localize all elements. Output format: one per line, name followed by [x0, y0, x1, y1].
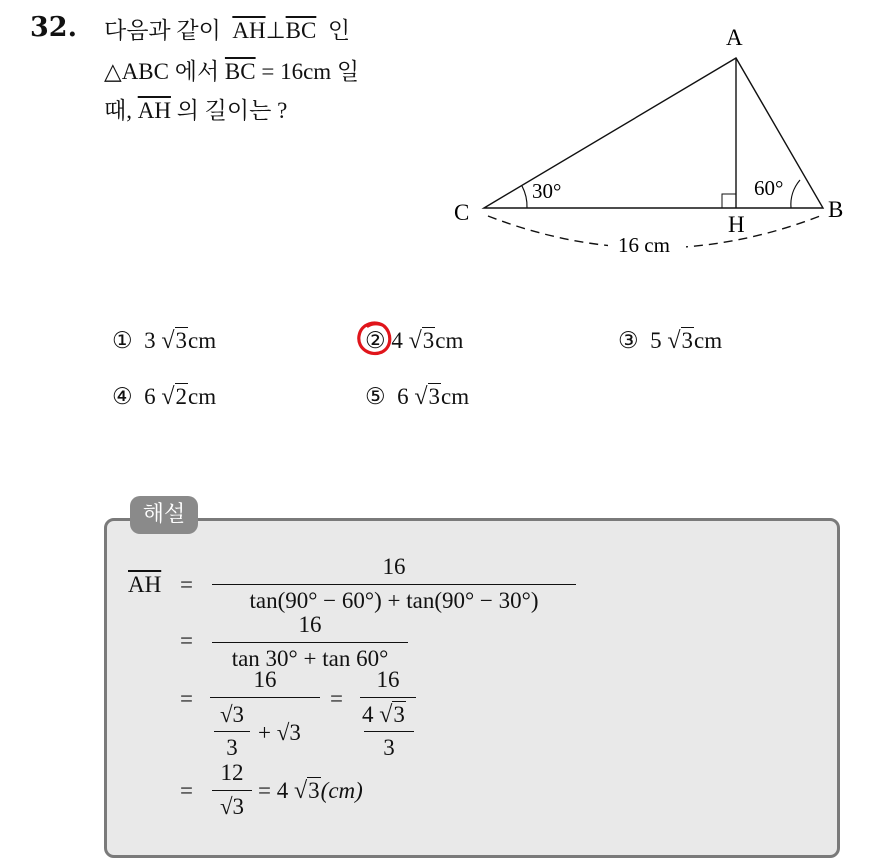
choice-3[interactable]	[618, 328, 722, 355]
choice-radicand: 3	[175, 328, 188, 353]
segment-bc: $\overline{BC}$	[285, 18, 317, 43]
fraction-bar	[364, 731, 414, 732]
choice-marker: ②	[365, 328, 386, 353]
sqrt-symbol: √2	[161, 384, 188, 410]
triangle-figure	[440, 20, 860, 265]
step2-numerator: 16	[298, 612, 322, 637]
step3b-inner-denominator: 3	[383, 735, 395, 760]
choice-unit: cm	[694, 328, 723, 353]
choice-marker: ①	[112, 328, 133, 353]
choice-unit: cm	[188, 328, 217, 353]
choice-coef: 6	[397, 384, 409, 409]
segment-bc: $\overline{BC}$	[224, 59, 256, 84]
question-text: 인	[327, 18, 351, 43]
choice-2[interactable]	[365, 328, 463, 355]
choice-radicand: 3	[681, 328, 694, 353]
step3-plus-term: + √3	[258, 720, 301, 745]
step3b-inner-numerator	[362, 702, 418, 729]
choice-coef: 5	[650, 328, 662, 353]
question-line-2	[104, 53, 359, 86]
sqrt-symbol: √3	[667, 328, 694, 354]
choice-unit: cm	[441, 384, 470, 409]
radicand: 3	[308, 778, 320, 803]
choice-marker: ④	[112, 384, 133, 409]
choice-coef: 4	[391, 328, 403, 353]
question-text: = 16cm 일	[261, 59, 360, 84]
question-text: 에서	[174, 59, 220, 84]
sqrt-symbol: √3	[161, 328, 188, 354]
angle-b-label: 60°	[754, 176, 784, 200]
step1-denominator: tan(90° − 60°) + tan(90° − 30°)	[249, 588, 539, 613]
step1-numerator: 16	[382, 554, 406, 579]
equals-sign: =	[180, 778, 193, 803]
question-number: 32.	[30, 12, 77, 43]
angle-c-label: 30°	[532, 179, 562, 203]
fraction-bar	[212, 584, 576, 585]
solution-lhs	[128, 572, 161, 598]
step4-numerator: 12	[220, 760, 244, 785]
step2-denominator: tan 30° + tan 60°	[231, 646, 389, 671]
equals-sign: =	[180, 686, 193, 711]
step4-result	[258, 778, 363, 805]
choice-marker: ③	[618, 328, 639, 353]
angle-b-arc	[791, 180, 800, 208]
question-text: 때,	[104, 98, 132, 123]
result-unit: (cm)	[320, 778, 363, 803]
step3-numerator: 16	[253, 667, 277, 692]
fraction-bar	[210, 697, 320, 698]
perpendicular-symbol: ⊥	[265, 18, 286, 43]
step3b-numerator: 16	[376, 667, 400, 692]
choice-unit: cm	[435, 328, 464, 353]
choice-coef: 6	[144, 384, 156, 409]
sqrt-symbol: √3	[379, 702, 405, 728]
solution-tag: 해설	[130, 496, 198, 534]
choice-5[interactable]	[365, 384, 469, 411]
question-text: 의 길이는 ?	[176, 98, 288, 123]
result-coef: = 4	[258, 778, 289, 803]
question-text: 다음과 같이	[104, 18, 221, 43]
foot-h-label: H	[728, 212, 745, 237]
fraction-bar	[212, 642, 408, 643]
vertex-a-label: A	[726, 25, 743, 50]
question-line-3	[104, 92, 287, 125]
vertex-b-label: B	[828, 197, 844, 222]
choice-4[interactable]	[112, 384, 216, 411]
equals-sign: =	[180, 572, 193, 597]
sqrt-symbol: √3	[408, 328, 435, 354]
choice-radicand: 3	[422, 328, 435, 353]
vertex-c-label: C	[454, 200, 470, 225]
choice-marker: ⑤	[365, 384, 386, 409]
segment-ah: $\overline{AH}$	[137, 98, 171, 123]
right-angle-mark	[722, 194, 736, 208]
fraction-bar	[214, 731, 250, 732]
choice-radicand: 2	[175, 384, 188, 409]
choice-unit: cm	[188, 384, 217, 409]
step4-denominator: √3	[219, 794, 245, 819]
step3-inner-denominator: 3	[226, 735, 238, 760]
radicand: 3	[393, 702, 405, 727]
coef: 4	[362, 702, 374, 727]
choice-coef: 3	[144, 328, 156, 353]
fraction-bar	[360, 697, 416, 698]
sqrt-symbol: √3	[293, 778, 320, 804]
equals-sign: =	[180, 628, 193, 653]
angle-c-arc	[522, 186, 527, 208]
step3-inner-numerator: √3	[219, 702, 245, 727]
triangle-label: △ABC	[104, 59, 169, 84]
choice-1[interactable]	[112, 328, 216, 355]
segment-ah: $\overline{AH}$	[128, 572, 162, 597]
question-line-1	[104, 12, 350, 45]
fraction-bar	[212, 790, 252, 791]
segment-ah: $\overline{AH}$	[232, 18, 266, 43]
choice-radicand: 3	[428, 384, 441, 409]
sqrt-symbol: √3	[414, 384, 441, 410]
length-label: 16 cm	[618, 233, 670, 257]
equals-sign: =	[330, 686, 343, 711]
